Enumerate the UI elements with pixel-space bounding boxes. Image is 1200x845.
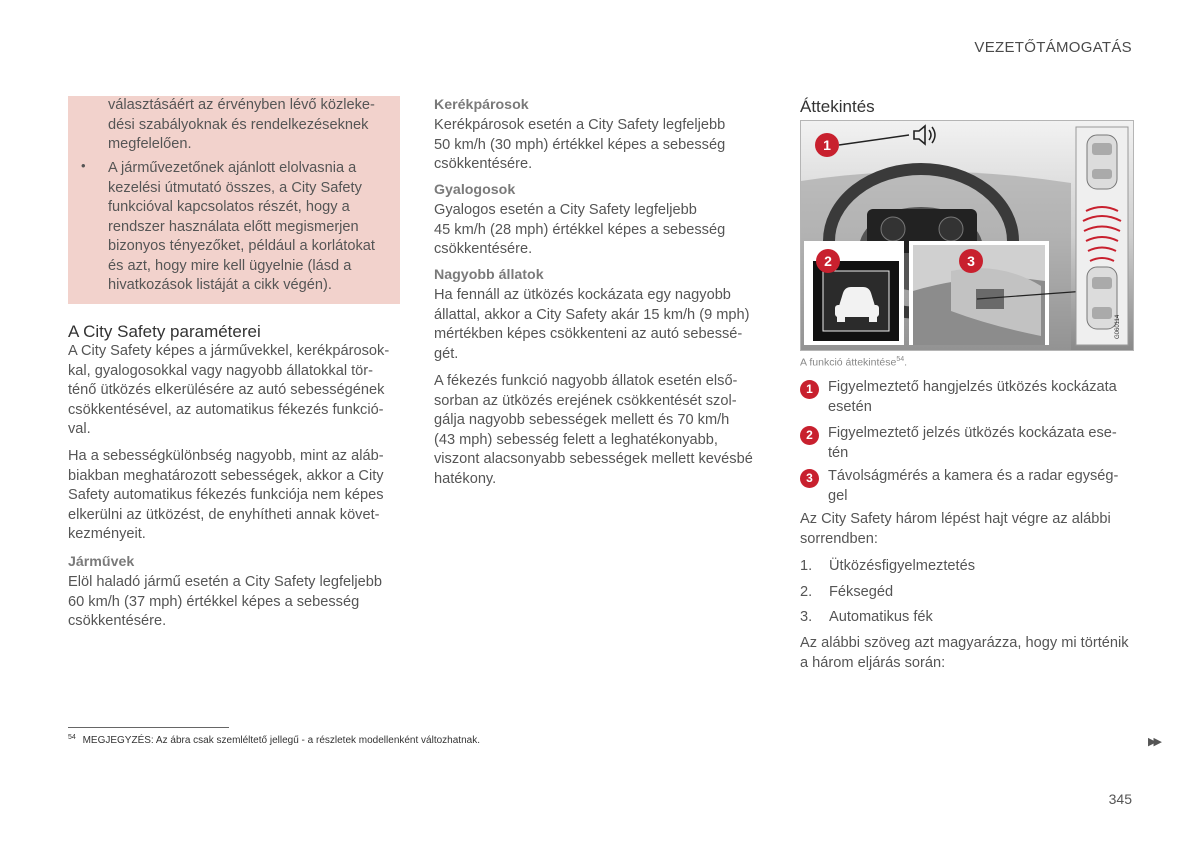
legend-badge-1: 1 [800,380,819,399]
page-number: 345 [1108,791,1132,807]
footnote [68,734,480,746]
animals-text: Ha fennáll az ütközés kockázata egy nagyobb állattal, akkor a City Safety akár 15 km/h (9 mph) mértékben képes csökkenteni az autó sebessé- gét. [434,287,750,362]
pedestrians-text: Gyalogos esetén a City Safety legfeljebb 45 km/h (28 mph) értékkel képes a sebesség csökkentésére. [434,202,726,257]
step-text-2: Féksegéd [829,584,894,600]
step-number-2: 2. [800,584,813,600]
warning-bullet-text: A járművezetőnek ajánlott elolvasnia a kezelési útmutató összes, a City Safety funkcióval kapcsolatos részét, hogy a rendszer használata előtt megismerjen bizonyos tényezőket, például a korlátokat és azt, hogy mire kell ügyelnie (lásd a hivatkozások listáját a cikk végén). [108,160,375,293]
step-number-1: 1. [800,558,813,574]
parameters-paragraph-1: A City Safety képes a járművekkel, kerékpárosok- kal, gyalogosokkal vagy nagyobb állatokkal tör- ténő ütközés elkerülésére az autó sebességének csökkentésével, az automatikus fékezés funkció- val. [68,343,390,437]
cockpit-illustration [801,121,1133,350]
cyclists-text: Kerékpárosok esetén a City Safety legfeljebb 50 km/h (30 mph) értékkel képes a sebesség csökkentésére. [434,117,726,172]
lead-car-icon [1087,135,1117,189]
figure-code: G060114 [1115,314,1121,339]
step-text-3: Automatikus fék [829,609,933,625]
vehicles-text: Elöl haladó jármű esetén a City Safety legfeljebb 60 km/h (37 mph) értékkel képes a sebesség csökkentésére. [68,574,382,629]
marker-3: 3 [959,249,983,273]
footnote-rule [68,727,229,728]
continue-arrows-icon: ▶▶ [1148,736,1159,748]
legend-badge-2: 2 [800,426,819,445]
marker-1: 1 [815,133,839,157]
braking-text: A fékezés funkció nagyobb állatok esetén első- sorban az ütközés erejének csökkentését szol- gálja nagyobb sebességek mellett és 70 km/h (43 mph) sebesség felett a leghatékonyabb, viszont alacsonyabb sebességek mellett kevésbé hatékony. [434,373,753,487]
footnote-text: MEGJEGYZÉS: Az ábra csak szemléltető jellegű - a részletek modellenként változhatnak. [82,735,480,747]
pedestrians-subheading: Gyalogosok [434,182,516,198]
section-header: VEZETŐTÁMOGATÁS [974,39,1132,56]
step-text-1: Ütközésfigyelmeztetés [829,558,975,574]
overview-heading: Áttekintés [800,97,875,116]
caption-footnote-ref: 54 [896,356,905,363]
own-car-icon [1087,267,1117,329]
steps-outro: Az alábbi szöveg azt magyarázza, hogy mi történik a három eljárás során: [800,635,1129,671]
figure-caption: A funkció áttekintése$^{54}$. [800,356,908,369]
vehicles-subheading: Járművek [68,554,135,570]
cyclists-subheading: Kerékpárosok [434,97,529,113]
overview-figure [800,120,1134,351]
parameters-paragraph-2: Ha a sebességkülönbség nagyobb, mint az aláb- biakban meghatározott sebességek, akkor a City Safety automatikus fékezés funkciója nem képes elkerülni az ütközést, de enyhítheti annak követ- kezményeit. [68,448,384,542]
animals-subheading: Nagyobb állatok [434,267,544,283]
marker-2: 2 [816,249,840,273]
steps-intro: Az City Safety három lépést hajt végre az alábbi sorrendben: [800,511,1111,547]
warning-box [68,96,400,304]
legend-badge-3: 3 [800,469,819,488]
parameters-heading: A City Safety paraméterei [68,322,261,341]
warning-continuation: választásáért az érvényben lévő közleke- dési szabályoknak és rendelkezéseknek megfelelően. [108,97,375,152]
step-number-3: 3. [800,609,813,625]
bullet-dot: • [81,158,86,173]
footnote-number: 54 [68,734,76,741]
